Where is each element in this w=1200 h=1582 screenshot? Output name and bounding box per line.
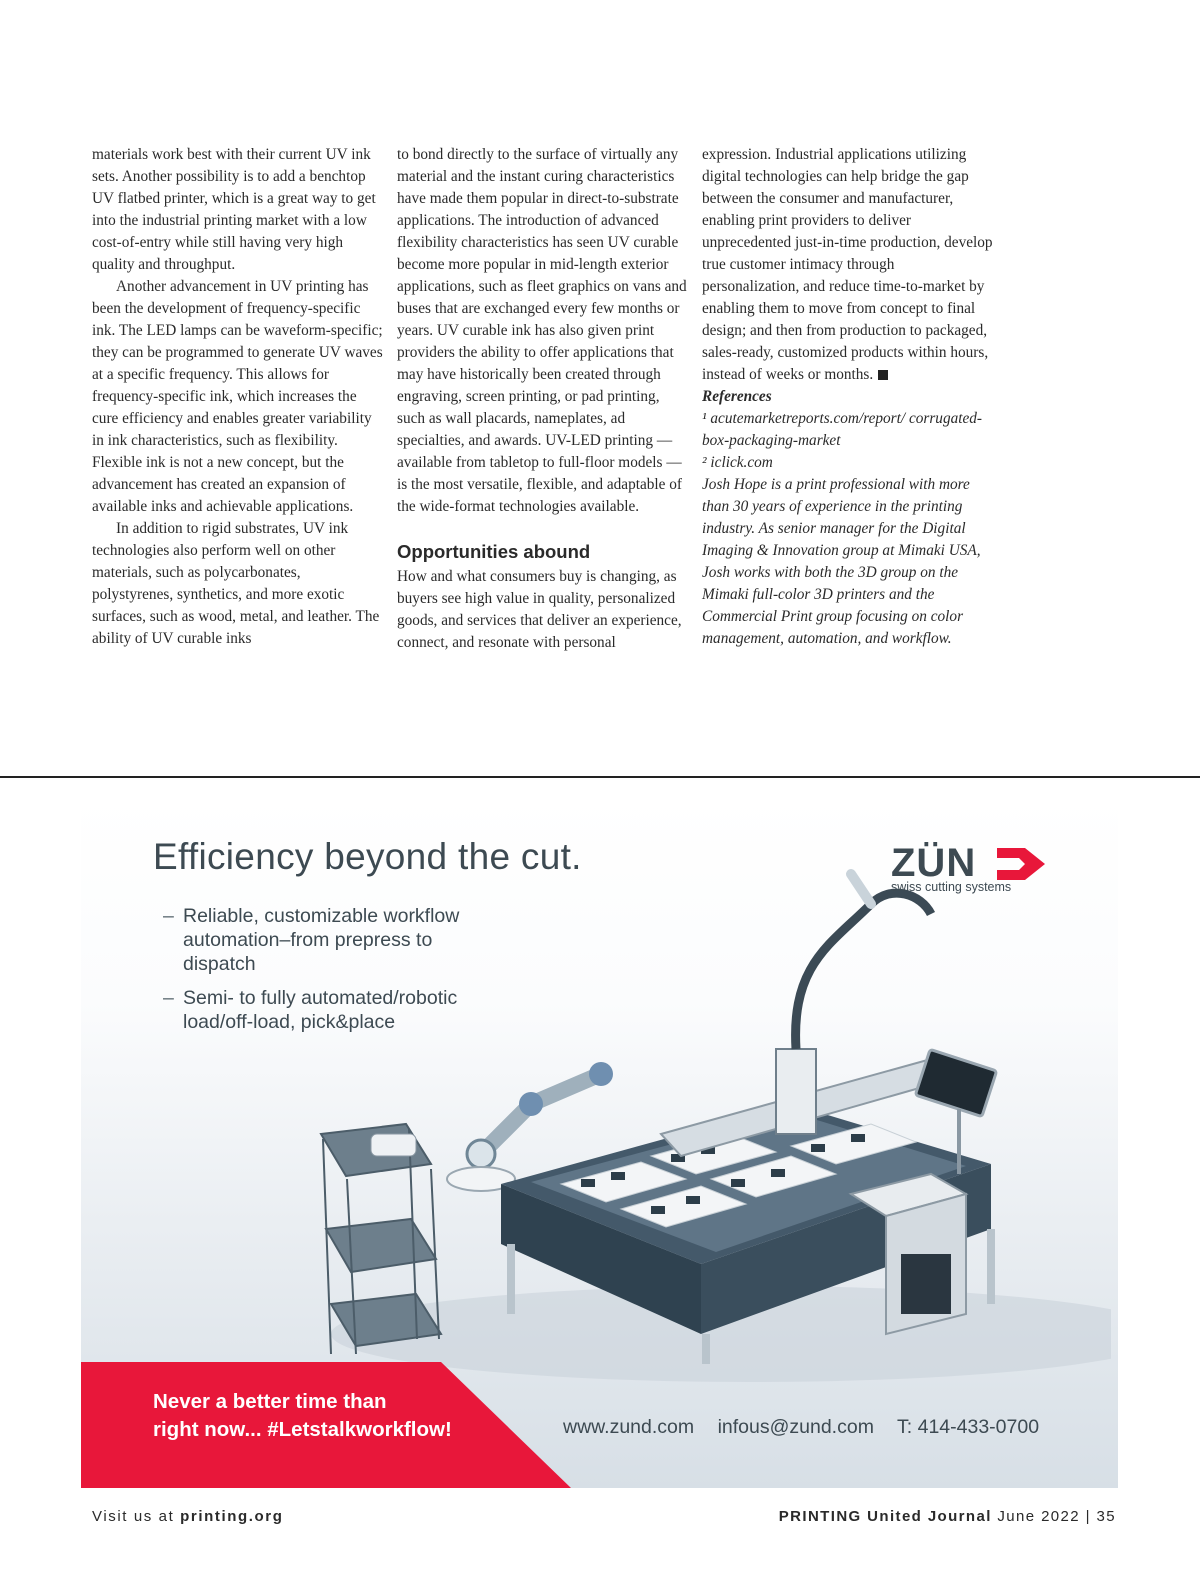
author-bio: Josh Hope is a print professional with more than 30 years of experience in the printing industry. As senior manager for the Digital Imaging & Innovation group at Mimaki USA, Josh works with both the 3D group on the Mimaki full-color 3D printers and the Commercial Print group focusing on color management, automation, and workflow. [702, 476, 981, 647]
paragraph: to bond directly to the surface of virtually any material and the instant curing characteristics have made them popular in direct-to-substrate applications. The introduction of advanced flexibility characteristics has seen UV curable become more popular in mid-length exterior applications, such as fleet graphics on vans and buses that are exchanged every few months or years. UV curable ink has also given print providers the ability to offer applications that may have historically been created through engraving, screen printing, or pad printing, such as wall placards, nameplates, ad specialties, and awards. UV-LED printing — available from tabletop to full-floor models — is the most versatile, flexible, and adaptable of the wide-format technologies available. [397, 146, 687, 515]
paragraph [702, 144, 994, 386]
bullet-text: Semi- to fully automated/robotic load/off-load, pick&place [183, 987, 458, 1033]
phone-number: T: 414-433-0700 [897, 1416, 1040, 1438]
paragraph: How and what consumers buy is changing, as buyers see high value in quality, personalized goods, and services that deliver an experience, connect, and resonate with personal [397, 568, 682, 651]
folio-separator: | [1085, 1508, 1091, 1525]
email-link[interactable]: infous@zund.com [717, 1416, 874, 1438]
divider-rule [0, 776, 1200, 778]
paragraph: materials work best with their current UV ink sets. Another possibility is to add a benchtop UV flatbed printer, which is a great way to get into the industrial printing market with a low cost-of-entry while still having very high quality and throughput. [92, 146, 376, 273]
ad-headline: Efficiency beyond the cut. [153, 836, 582, 877]
ad-contacts [563, 1416, 1057, 1439]
page-number: 35 [1096, 1508, 1116, 1525]
paragraph: Another advancement in UV printing has been the development of frequency-specific ink. The LED lamps can be waveform-specific; they can be programmed to generate UV waves at a specific frequency. This allows for frequency-specific ink, which increases the cure efficiency and enables greater variability in ink characteristics, such as flexibility. Flexible ink is not a new concept, but the advancement has created an expansion of available inks and achievable applications. [92, 278, 383, 515]
reference-item: ¹ acutemarketreports.com/report/ corrugated-box-packaging-market [702, 410, 983, 449]
article-column-2 [397, 144, 689, 654]
ad-bullet-list [163, 904, 503, 1044]
footer-visit [92, 1508, 284, 1525]
reference-item: ² iclick.com [702, 454, 773, 471]
ad-bullet [163, 904, 503, 976]
cta-line: right now... #Letstalkworkflow! [153, 1418, 452, 1441]
logo-tagline: swiss cutting systems [891, 880, 1012, 894]
footer-site-link[interactable]: printing.org [180, 1508, 284, 1525]
article-column-1 [92, 144, 384, 650]
section-heading: Opportunities abound [397, 541, 591, 562]
cta-line: Never a better time than [153, 1390, 387, 1413]
bullet-text: Reliable, customizable workflow automation–from prepress to dispatch [183, 905, 460, 975]
ad-bullet [163, 986, 503, 1034]
ad-call-to-action [153, 1388, 493, 1444]
paragraph-text: expression. Industrial applications utilizing digital technologies can help bridge the gap between the consumer and manufacturer, enabling print providers to deliver unprecedented just-in-time production, develop true customer intimacy through personalization, and reduce time-to-market by enabling them to move from concept to final design; and then from production to packaged, sales-ready, customized products within hours, instead of weeks or months. [702, 146, 993, 383]
end-of-article-mark [878, 370, 888, 380]
article-column-3 [702, 144, 994, 650]
bullet-dash: – [163, 987, 174, 1009]
zund-logo [889, 842, 1049, 882]
bullet-dash: – [163, 905, 174, 927]
svg-text:ZÜN: ZÜN [891, 842, 977, 882]
references-heading: References [702, 388, 772, 405]
issue-date: June 2022 [997, 1508, 1081, 1525]
zund-advertisement [81, 794, 1118, 1488]
footer-folio [779, 1508, 1116, 1525]
footer-visit-prefix: Visit us at [92, 1508, 175, 1525]
paragraph: In addition to rigid substrates, UV ink technologies also perform well on other materials, such as polycarbonates, polystyrenes, synthetics, and more exotic surfaces, such as wood, metal, and leather. The ability of UV curable inks [92, 520, 380, 647]
website-link[interactable]: www.zund.com [563, 1416, 695, 1438]
journal-name: PRINTING United Journal [778, 1508, 992, 1525]
